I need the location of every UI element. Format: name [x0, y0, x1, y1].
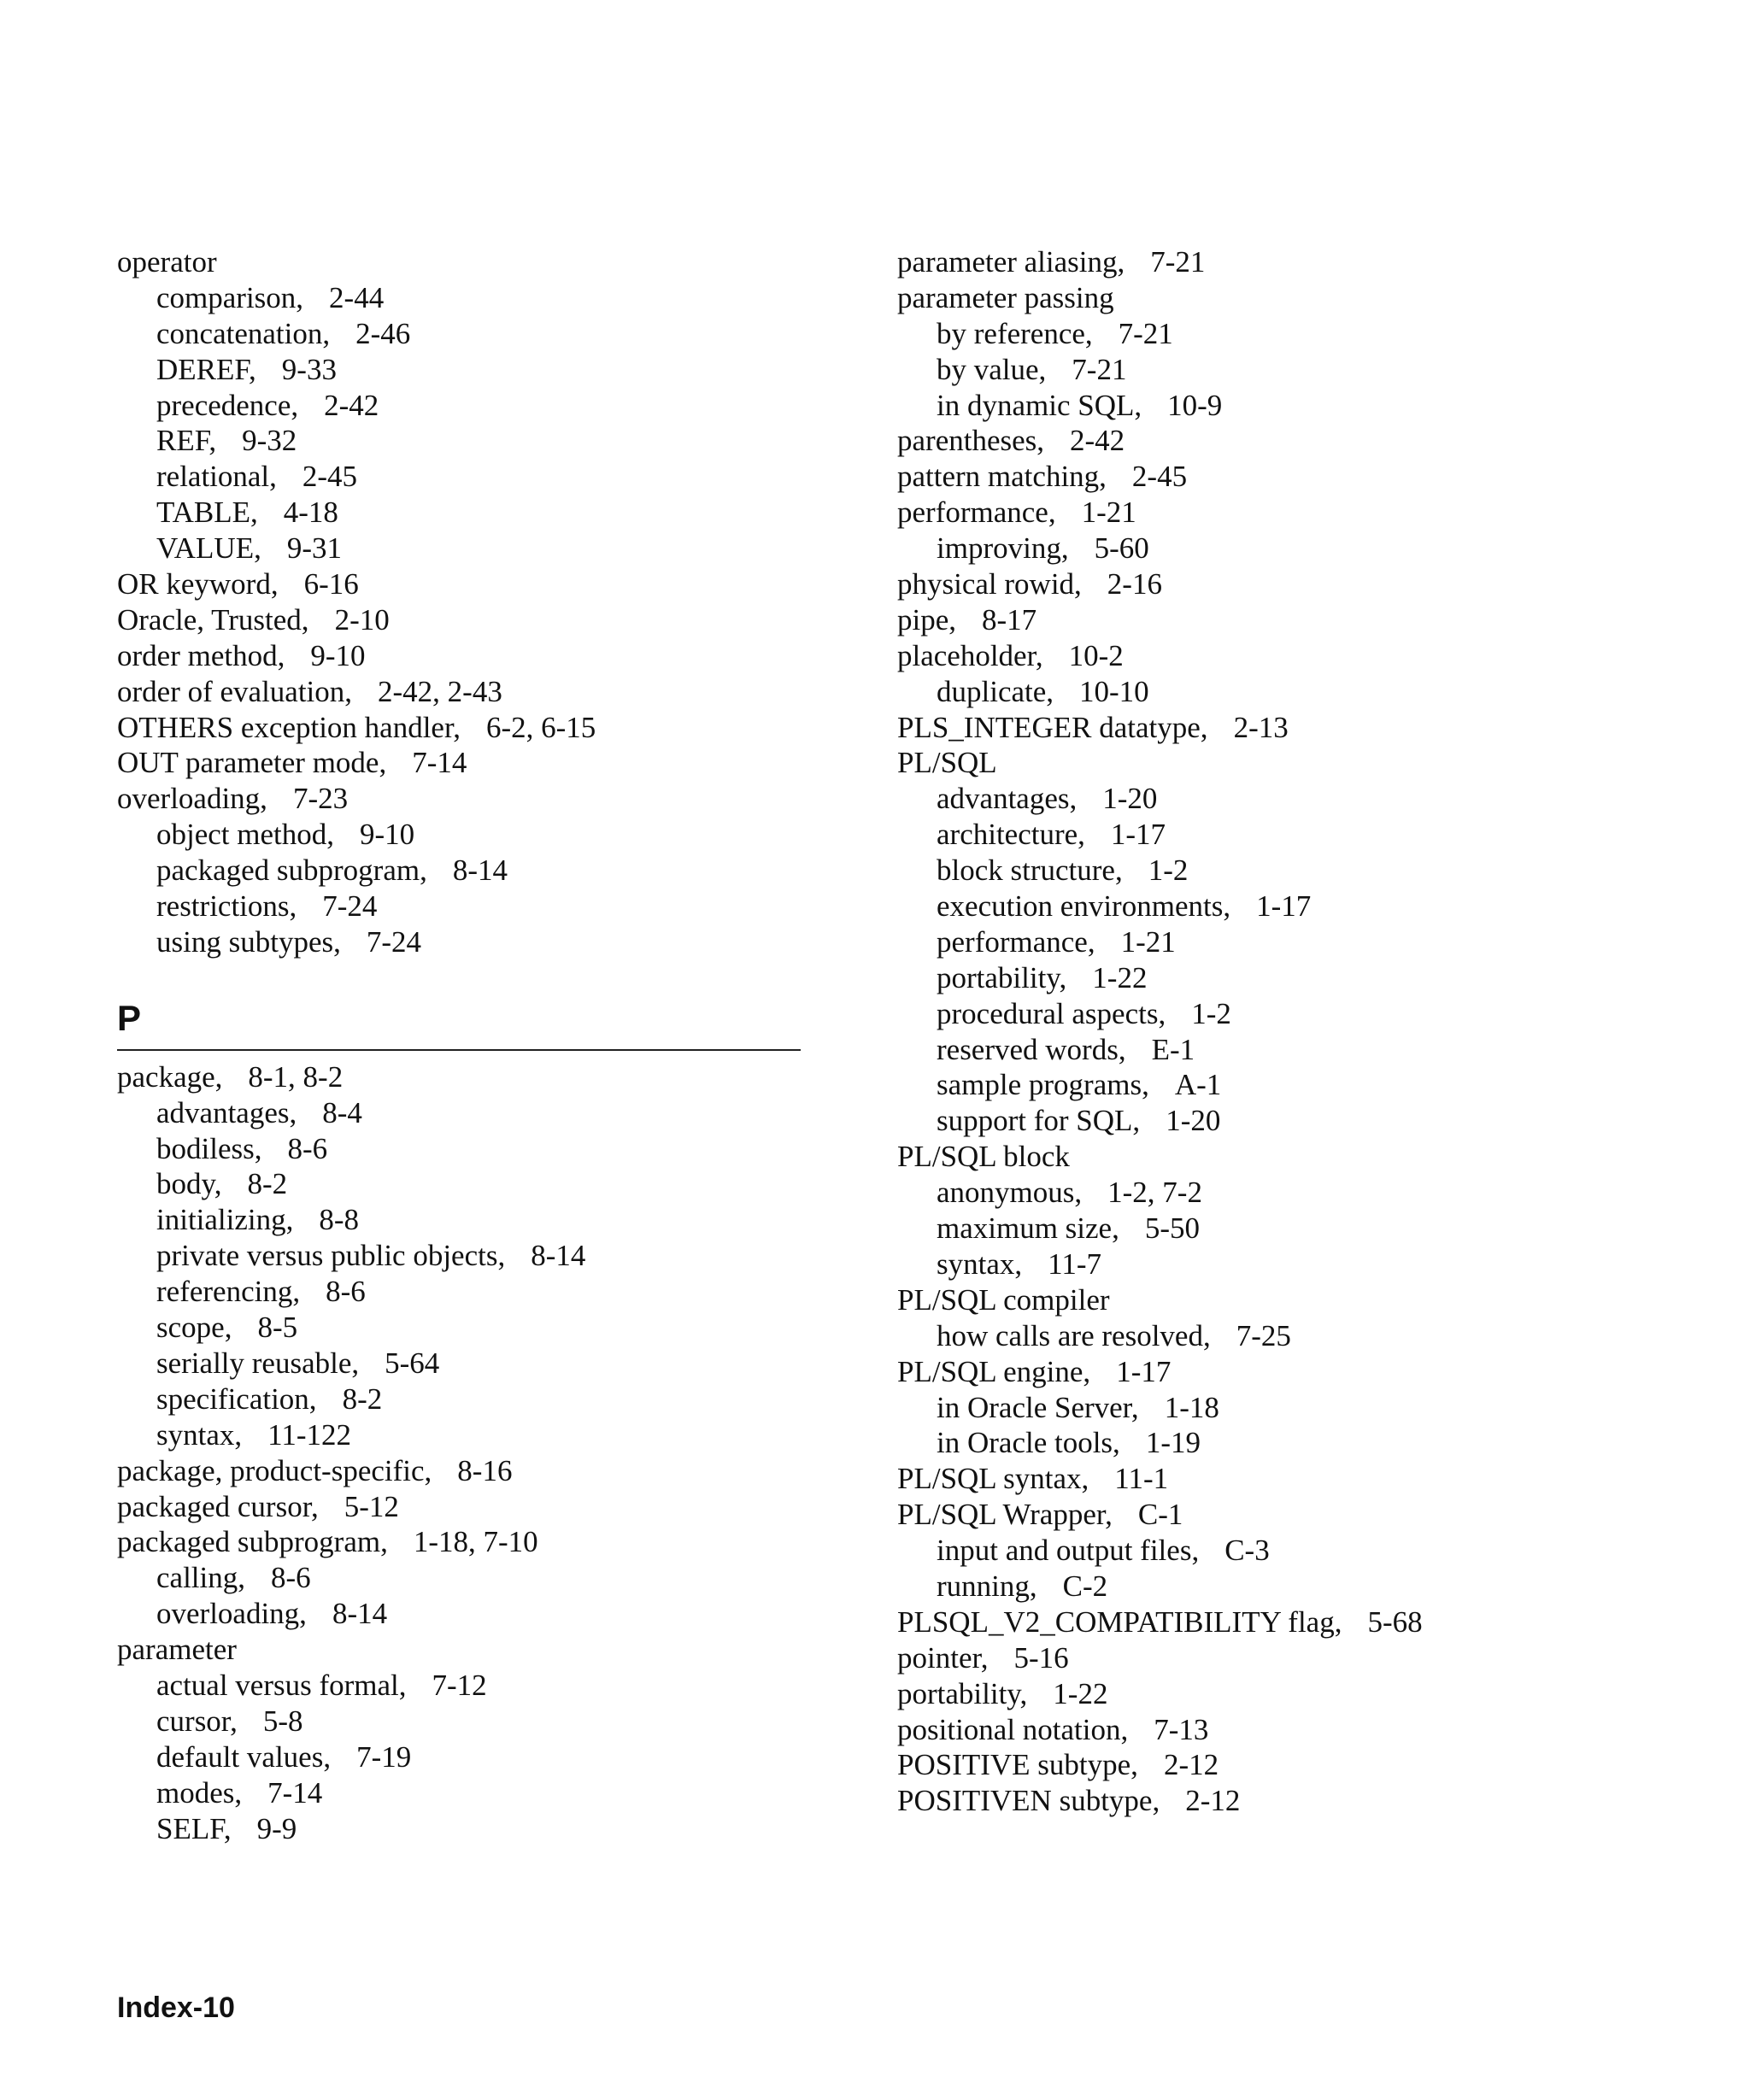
index-term: bodiless, — [156, 1131, 262, 1165]
index-subentry — [117, 423, 801, 459]
index-subentry — [897, 1103, 1666, 1139]
index-subentry — [897, 1569, 1666, 1604]
index-page-ref: E-1 — [1151, 1032, 1195, 1066]
index-entry — [117, 566, 801, 602]
index-entry — [897, 602, 1666, 638]
index-entry — [897, 1747, 1666, 1783]
index-column-right — [897, 244, 1666, 1819]
index-page-ref: 1-22 — [1053, 1676, 1108, 1710]
index-term: comparison, — [156, 280, 304, 314]
index-entry — [117, 745, 801, 781]
index-term: default values, — [156, 1739, 332, 1774]
index-page-ref: 2-13 — [1233, 710, 1289, 744]
index-term: calling, — [156, 1561, 245, 1595]
index-term: maximum size, — [937, 1211, 1119, 1246]
index-page-ref: 8-4 — [322, 1095, 362, 1129]
index-page-ref: 8-2 — [342, 1381, 383, 1416]
index-term: portability, — [897, 1676, 1028, 1710]
index-term: PLS_INTEGER datatype, — [897, 710, 1208, 744]
index-page-ref: 2-46 — [355, 316, 411, 350]
index-page-ref: 6-2, 6-15 — [485, 710, 596, 744]
index-term: private versus public objects, — [156, 1239, 506, 1273]
index-page-ref: 9-9 — [256, 1811, 297, 1845]
page-number: Index-10 — [117, 1991, 235, 2024]
index-page-ref: 9-31 — [286, 531, 342, 566]
index-term: scope, — [156, 1311, 232, 1345]
index-term: packaged subprogram, — [117, 1525, 388, 1559]
index-term: in Oracle Server, — [937, 1390, 1139, 1424]
index-term: OUT parameter mode, — [117, 746, 387, 780]
index-term: SELF, — [156, 1811, 232, 1845]
index-entry — [897, 1497, 1666, 1533]
index-subentry — [897, 1067, 1666, 1103]
index-page-ref: 5-68 — [1367, 1604, 1423, 1639]
index-term: support for SQL, — [937, 1104, 1141, 1138]
index-term: PL/SQL — [897, 746, 997, 780]
index-entry — [897, 1604, 1666, 1640]
index-term: overloading, — [117, 782, 267, 816]
index-subentry — [117, 495, 801, 531]
index-entry — [117, 602, 801, 638]
section-divider — [117, 1049, 801, 1051]
index-page-ref: 7-24 — [322, 889, 378, 924]
index-term: PLSQL_V2_COMPATIBILITY flag, — [897, 1604, 1342, 1639]
index-subentry — [117, 1381, 801, 1417]
index-term: Oracle, Trusted, — [117, 602, 309, 636]
index-page-ref: 2-45 — [302, 460, 358, 494]
index-page-ref: 1-20 — [1166, 1104, 1221, 1138]
index-page-ref: 1-17 — [1116, 1354, 1172, 1388]
index-subentry — [117, 1274, 801, 1310]
index-subentry — [897, 1211, 1666, 1247]
index-term: parentheses, — [897, 424, 1045, 458]
index-term: portability, — [937, 960, 1067, 994]
index-term: by value, — [937, 352, 1047, 386]
index-entries-o — [117, 244, 801, 960]
index-term: object method, — [156, 818, 335, 852]
index-term: anonymous, — [937, 1176, 1083, 1210]
index-page-ref: 7-23 — [292, 782, 349, 816]
index-term: packaged cursor, — [117, 1489, 319, 1523]
index-entry — [897, 638, 1666, 674]
index-term: OTHERS exception handler, — [117, 710, 461, 744]
index-page-ref: 1-21 — [1120, 924, 1176, 959]
index-entries-p — [117, 1059, 801, 1847]
index-term: improving, — [937, 531, 1069, 566]
index-subentry — [897, 316, 1666, 352]
index-term: in dynamic SQL, — [937, 388, 1142, 422]
index-page-ref: 1-22 — [1092, 960, 1148, 994]
index-page-ref: 10-9 — [1167, 388, 1223, 422]
index-subentry — [897, 889, 1666, 924]
index-term: packaged subprogram, — [156, 853, 427, 888]
index-page-ref: 11-1 — [1114, 1462, 1169, 1496]
index-term: modes, — [156, 1775, 243, 1810]
index-entry — [117, 244, 801, 280]
index-term: precedence, — [156, 388, 299, 422]
index-page-ref: 4-18 — [283, 496, 338, 530]
index-term: parameter passing — [897, 280, 1114, 314]
index-subentry — [117, 1560, 801, 1596]
index-page-ref: 10-2 — [1068, 638, 1124, 672]
index-entry — [117, 638, 801, 674]
index-page-ref: 8-6 — [287, 1131, 328, 1165]
index-term: DEREF, — [156, 352, 256, 386]
index-subentry — [897, 817, 1666, 853]
index-page-ref: 7-14 — [412, 746, 467, 780]
index-page-ref: 5-8 — [262, 1704, 303, 1738]
section-letter: P — [117, 997, 142, 1038]
index-page-ref: 1-2, 7-2 — [1107, 1176, 1202, 1210]
index-entry — [897, 1712, 1666, 1748]
index-subentry — [117, 1704, 801, 1739]
index-subentry — [897, 853, 1666, 889]
index-page-ref: 2-42 — [1070, 424, 1125, 458]
index-page-ref: 1-2 — [1148, 853, 1189, 888]
index-subentry — [117, 459, 801, 495]
index-entry — [897, 1640, 1666, 1676]
index-term: reserved words, — [937, 1032, 1126, 1066]
index-term: procedural aspects, — [937, 996, 1166, 1030]
index-page-ref: 7-19 — [356, 1739, 412, 1774]
index-entry — [117, 1453, 801, 1489]
index-page-ref: 10-10 — [1079, 674, 1149, 708]
index-subentry — [117, 1238, 801, 1274]
index-term: actual versus formal, — [156, 1668, 407, 1702]
index-subentry — [117, 1811, 801, 1847]
index-subentry — [117, 1131, 801, 1167]
index-page-ref: 7-24 — [366, 924, 422, 959]
index-page-ref: 2-10 — [334, 602, 390, 636]
index-subentry — [117, 1775, 801, 1811]
index-term: operator — [117, 245, 217, 279]
index-page-ref: 9-10 — [310, 638, 366, 672]
index-entry — [897, 745, 1666, 781]
index-term: syntax, — [156, 1417, 243, 1452]
index-term: package, product-specific, — [117, 1453, 432, 1487]
index-entry — [897, 1461, 1666, 1497]
index-subentry — [117, 352, 801, 388]
index-page-ref: 2-42, 2-43 — [378, 674, 502, 708]
index-subentry — [117, 1166, 801, 1202]
index-entry — [897, 459, 1666, 495]
index-subentry — [897, 1533, 1666, 1569]
index-subentry — [897, 352, 1666, 388]
index-term: body, — [156, 1167, 222, 1201]
index-subentry — [117, 1739, 801, 1775]
index-term: TABLE, — [156, 496, 258, 530]
index-term: POSITIVE subtype, — [897, 1748, 1138, 1782]
index-subentry — [897, 1032, 1666, 1068]
index-page-ref: 8-14 — [531, 1239, 586, 1273]
index-page-ref: 2-12 — [1185, 1784, 1241, 1818]
index-page-ref: 8-6 — [326, 1275, 366, 1309]
index-subentry — [897, 1318, 1666, 1354]
index-entry — [117, 1524, 801, 1560]
index-subentry — [897, 674, 1666, 710]
index-page-ref: 2-12 — [1163, 1748, 1219, 1782]
index-entry — [897, 710, 1666, 746]
index-term: POSITIVEN subtype, — [897, 1784, 1160, 1818]
index-term: serially reusable, — [156, 1346, 360, 1380]
index-page-ref: 8-2 — [247, 1167, 288, 1201]
index-page-ref: 8-6 — [271, 1561, 311, 1595]
index-entry — [897, 280, 1666, 316]
index-page-ref: 1-18, 7-10 — [413, 1525, 538, 1559]
index-page-ref: 8-1, 8-2 — [248, 1059, 344, 1094]
index-term: architecture, — [937, 818, 1085, 852]
index-page-ref: 8-16 — [457, 1453, 513, 1487]
index-page-ref: 5-12 — [344, 1489, 399, 1523]
index-term: by reference, — [937, 316, 1093, 350]
index-page-ref: 1-21 — [1081, 496, 1136, 530]
index-page-ref: 2-44 — [329, 280, 385, 314]
index-term: sample programs, — [937, 1068, 1149, 1102]
index-subentry — [897, 996, 1666, 1032]
index-entry — [117, 1489, 801, 1525]
index-subentry — [897, 1247, 1666, 1282]
index-term: PL/SQL syntax, — [897, 1462, 1089, 1496]
index-term: PL/SQL engine, — [897, 1354, 1091, 1388]
index-page-ref: 8-5 — [257, 1311, 298, 1345]
index-subentry — [117, 924, 801, 960]
index-term: parameter — [117, 1633, 237, 1667]
index-page-ref: 1-19 — [1145, 1426, 1201, 1460]
index-term: referencing, — [156, 1275, 301, 1309]
index-subentry — [897, 1390, 1666, 1426]
index-page-ref: 6-16 — [303, 567, 359, 601]
index-term: positional notation, — [897, 1712, 1129, 1746]
index-subentry — [117, 388, 801, 424]
index-page-ref: 7-25 — [1236, 1318, 1291, 1352]
index-term: PL/SQL Wrapper, — [897, 1498, 1113, 1532]
index-term: parameter aliasing, — [897, 245, 1125, 279]
index-term: input and output files, — [937, 1534, 1200, 1568]
index-subentry — [117, 280, 801, 316]
index-page-ref: A-1 — [1174, 1068, 1222, 1102]
index-term: order of evaluation, — [117, 674, 353, 708]
index-page-ref: 1-18 — [1164, 1390, 1219, 1424]
index-term: VALUE, — [156, 531, 261, 566]
index-entry — [897, 1354, 1666, 1390]
index-subentry — [117, 1417, 801, 1453]
index-page-ref: 5-60 — [1094, 531, 1149, 566]
index-page-ref: 7-21 — [1150, 245, 1206, 279]
index-page-ref: 2-16 — [1107, 567, 1162, 601]
index-term: package, — [117, 1059, 223, 1094]
index-term: restrictions, — [156, 889, 297, 924]
index-term: OR keyword, — [117, 567, 279, 601]
index-page-ref: 7-21 — [1072, 352, 1127, 386]
index-term: block structure, — [937, 853, 1123, 888]
index-term: performance, — [897, 496, 1056, 530]
index-term: advantages, — [156, 1095, 297, 1129]
index-subentry — [117, 1202, 801, 1238]
index-term: in Oracle tools, — [937, 1426, 1120, 1460]
index-term: concatenation, — [156, 316, 331, 350]
index-term: how calls are resolved, — [937, 1318, 1211, 1352]
index-page-ref: 8-17 — [982, 602, 1037, 636]
index-term: physical rowid, — [897, 567, 1082, 601]
index-page-ref: 1-17 — [1256, 889, 1312, 924]
index-subentry — [117, 1346, 801, 1381]
index-subentry — [117, 889, 801, 924]
index-entry — [897, 1139, 1666, 1175]
index-subentry — [117, 853, 801, 889]
index-entry — [897, 244, 1666, 280]
index-term: cursor, — [156, 1704, 238, 1738]
index-subentry — [897, 388, 1666, 424]
index-term: using subtypes, — [156, 924, 341, 959]
index-entry — [897, 423, 1666, 459]
index-page-ref: 5-64 — [385, 1346, 440, 1380]
index-subentry — [897, 924, 1666, 960]
index-page-ref: 11-122 — [267, 1417, 351, 1452]
index-entry — [117, 674, 801, 710]
index-page-ref: C-2 — [1062, 1569, 1108, 1603]
index-term: initializing, — [156, 1203, 294, 1237]
index-subentry — [897, 531, 1666, 566]
index-entry — [117, 1059, 801, 1095]
index-subentry — [117, 1596, 801, 1632]
index-term: performance, — [937, 924, 1095, 959]
index-subentry — [897, 781, 1666, 817]
index-entry — [897, 1282, 1666, 1318]
index-page-ref: 9-33 — [281, 352, 337, 386]
index-subentry — [117, 531, 801, 566]
index-entry — [117, 781, 801, 817]
index-page-ref: 7-14 — [267, 1775, 323, 1810]
index-page-ref: 9-32 — [242, 424, 297, 458]
index-term: placeholder, — [897, 638, 1043, 672]
index-page-ref: 7-13 — [1154, 1712, 1209, 1746]
index-page-ref: 7-21 — [1118, 316, 1173, 350]
index-section-p — [117, 998, 801, 1051]
index-page-ref: 11-7 — [1048, 1247, 1101, 1281]
index-term: pattern matching, — [897, 460, 1107, 494]
index-subentry — [117, 1668, 801, 1704]
index-term: REF, — [156, 424, 217, 458]
index-term: duplicate, — [937, 674, 1054, 708]
index-term: PL/SQL block — [897, 1140, 1070, 1174]
index-subentry — [897, 1175, 1666, 1211]
index-entry — [897, 495, 1666, 531]
index-subentry — [117, 817, 801, 853]
index-term: specification, — [156, 1381, 317, 1416]
index-entry — [897, 566, 1666, 602]
index-term: pointer, — [897, 1640, 989, 1675]
index-page-ref: 8-8 — [319, 1203, 360, 1237]
index-subentry — [117, 316, 801, 352]
index-term: overloading, — [156, 1597, 307, 1631]
index-page-ref: 5-50 — [1144, 1211, 1201, 1246]
index-page-ref: C-3 — [1224, 1534, 1270, 1568]
index-page-ref: 1-17 — [1110, 818, 1166, 852]
index-column-left — [117, 244, 801, 1846]
index-subentry — [897, 960, 1666, 996]
index-entry — [117, 1632, 801, 1668]
index-page-ref: 8-14 — [332, 1597, 388, 1631]
index-term: advantages, — [937, 782, 1078, 816]
index-term: relational, — [156, 460, 277, 494]
index-page-ref: 9-10 — [360, 818, 415, 852]
index-entry — [117, 710, 801, 746]
index-entry — [897, 1783, 1666, 1819]
index-term: running, — [937, 1569, 1037, 1603]
index-subentry — [117, 1310, 801, 1346]
index-subentry — [117, 1095, 801, 1131]
index-term: pipe, — [897, 602, 957, 636]
index-page-ref: 2-45 — [1131, 460, 1188, 494]
index-page-ref: 7-12 — [432, 1668, 487, 1702]
index-page-ref: 1-20 — [1102, 782, 1158, 816]
index-page-ref: C-1 — [1137, 1498, 1183, 1532]
index-subentry — [897, 1425, 1666, 1461]
index-page-ref: 5-16 — [1013, 1640, 1069, 1675]
index-entry — [897, 1676, 1666, 1712]
index-term: execution environments, — [937, 889, 1231, 924]
index-page-ref: 1-2 — [1191, 996, 1231, 1030]
index-term: PL/SQL compiler — [897, 1282, 1110, 1317]
index-page-ref: 8-14 — [452, 853, 508, 888]
index-page-ref: 2-42 — [324, 388, 379, 422]
index-term: syntax, — [937, 1247, 1023, 1281]
index-term: order method, — [117, 638, 285, 672]
